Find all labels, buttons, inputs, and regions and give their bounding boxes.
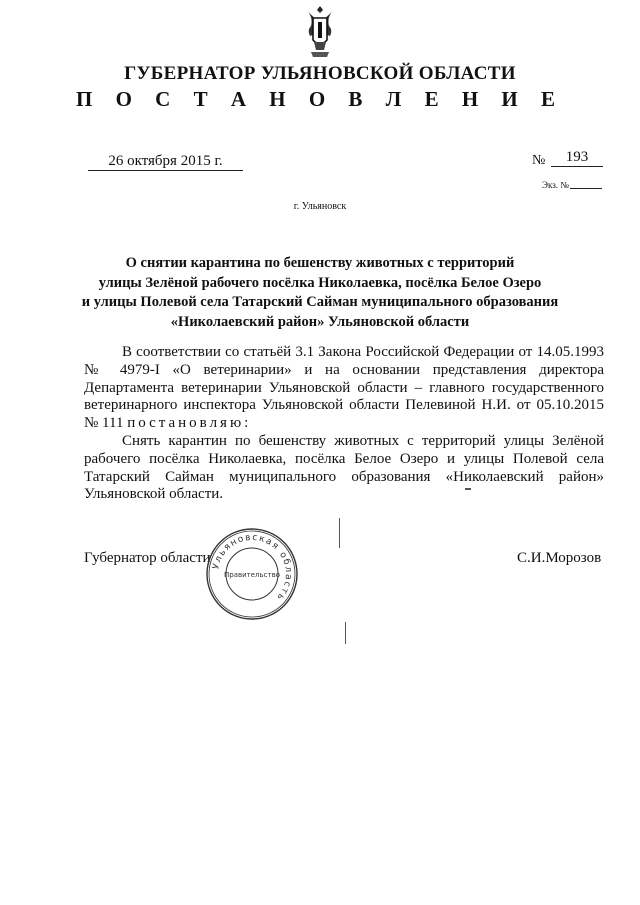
coat-of-arms-icon [303,4,337,60]
heading-line: и улицы Полевой села Татарский Сайман муниципального образования [81,294,559,310]
seal-ring-text: Ульяновская область [211,532,294,603]
decree-word: постановляю: [127,415,252,432]
copy-number-label: Экз. № [542,180,569,190]
heading-line: улицы Зелёной рабочего посёлка Николаевка, посёлка Белое Озеро [98,274,542,291]
official-seal [205,527,299,621]
scan-mark [465,488,471,490]
city: г. Ульяновск [293,201,347,212]
resolution-paragraph: Снять карантин по бешенству животных с территорий улицы Зелёной рабочего посёлка Николаевка, посёлка Белое Озеро и улицы Полевой села Татарский Сайман муниципального образования «Николаевский район» Ульяновской области. [84,432,604,503]
preamble-text: В соответствии со статьёй 3.1 Закона Российской Федерации от 14.05.1993 № 4979-I «О ветеринарии» и на основании представления директора Департамента ветеринарии Ульяновской области – главного государственного ветеринарного инспектора Ульяновской области Пелевиной Н.И. от 05.10.2015 № 111 [84,344,604,432]
heading-line: «Николаевский район» Ульяновской области [170,313,470,330]
document-heading [80,254,560,332]
document-type: П О С Т А Н О В Л Е Н И Е [75,87,564,111]
document-body [84,344,604,504]
number-sign: № [532,153,546,168]
scan-mark [345,622,346,644]
copy-number-line [570,188,602,189]
document-number: 193 [551,148,603,167]
authority-title: ГУБЕРНАТОР УЛЬЯНОВСКОЙ ОБЛАСТИ [124,63,516,84]
document-date: 26 октября 2015 г. [88,152,243,171]
signatory-role: Губернатор области [84,550,211,566]
seal-center-text: Правительство [224,571,280,579]
scan-mark [339,518,340,548]
signatory-name: С.И.Морозов [517,550,602,566]
heading-line: О снятии карантина по бешенству животных с территорий [125,255,515,271]
preamble-paragraph [84,344,604,433]
svg-text:Ульяновская область [211,533,293,603]
